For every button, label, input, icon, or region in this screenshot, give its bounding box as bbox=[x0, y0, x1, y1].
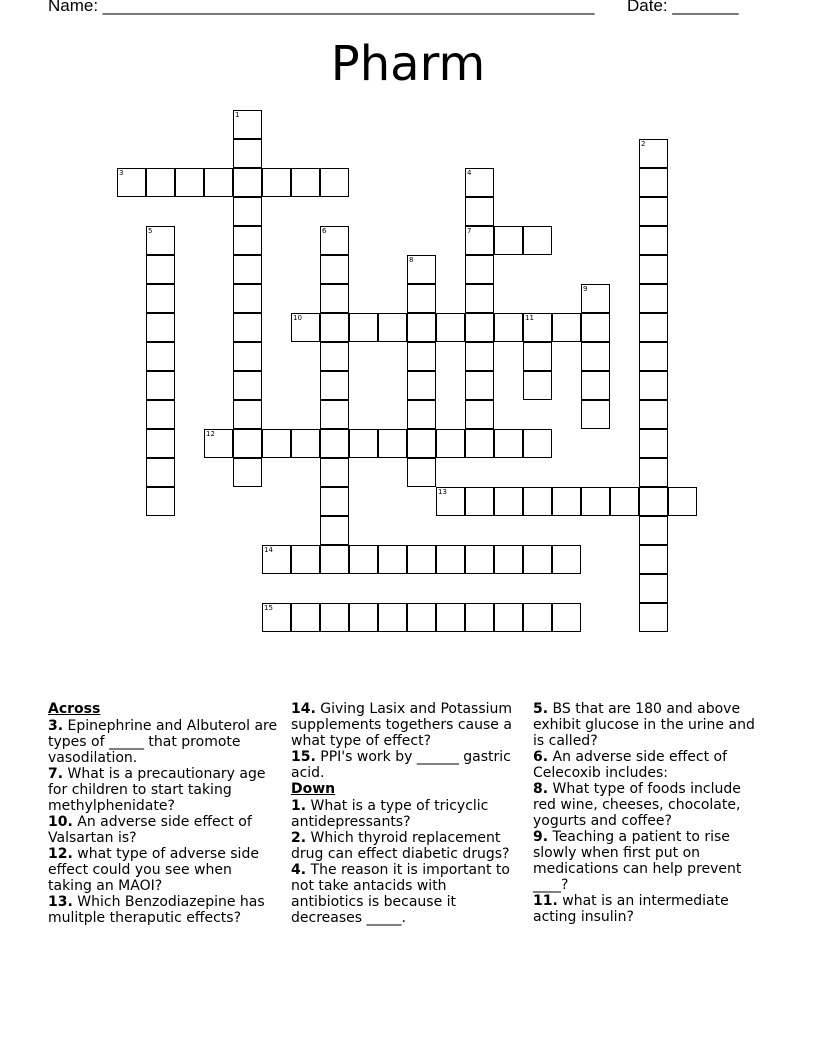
grid-cell[interactable] bbox=[465, 545, 494, 574]
puzzle-title: Pharm bbox=[330, 36, 486, 92]
grid-cell[interactable] bbox=[465, 603, 494, 632]
grid-cell[interactable] bbox=[436, 603, 465, 632]
grid-cell[interactable] bbox=[639, 545, 668, 574]
grid-cell[interactable] bbox=[378, 545, 407, 574]
grid-cell[interactable] bbox=[146, 342, 175, 371]
grid-cell[interactable] bbox=[146, 429, 175, 458]
grid-cell[interactable] bbox=[465, 487, 494, 516]
grid-cell[interactable] bbox=[494, 226, 523, 255]
grid-cell[interactable] bbox=[407, 255, 436, 284]
grid-cell[interactable] bbox=[639, 342, 668, 371]
grid-cell[interactable] bbox=[117, 168, 146, 197]
grid-cell[interactable] bbox=[639, 168, 668, 197]
grid-cell[interactable] bbox=[204, 429, 233, 458]
grid-cell[interactable] bbox=[349, 429, 378, 458]
grid-cell[interactable] bbox=[465, 226, 494, 255]
grid-cell[interactable] bbox=[233, 458, 262, 487]
grid-cell[interactable] bbox=[436, 313, 465, 342]
grid-cell[interactable] bbox=[581, 284, 610, 313]
across-heading: Across bbox=[48, 701, 101, 717]
clue-down-9: 9. Teaching a patient to rise slowly when first put on medications can help prevent ____? bbox=[533, 829, 742, 893]
grid-cell[interactable] bbox=[639, 574, 668, 603]
grid-cell[interactable] bbox=[349, 603, 378, 632]
grid-cell[interactable] bbox=[378, 429, 407, 458]
grid-cell[interactable] bbox=[465, 313, 494, 342]
grid-cell[interactable] bbox=[639, 226, 668, 255]
grid-cell[interactable] bbox=[146, 371, 175, 400]
grid-cell[interactable] bbox=[233, 110, 262, 139]
clues-column-1 bbox=[48, 701, 280, 926]
grid-cell[interactable] bbox=[552, 487, 581, 516]
grid-cell[interactable] bbox=[494, 487, 523, 516]
grid-cell[interactable] bbox=[639, 197, 668, 226]
grid-cell[interactable] bbox=[552, 313, 581, 342]
grid-cell[interactable] bbox=[146, 255, 175, 284]
grid-cell[interactable] bbox=[494, 603, 523, 632]
grid-cell[interactable] bbox=[320, 487, 349, 516]
grid-cell[interactable] bbox=[465, 371, 494, 400]
grid-cell[interactable] bbox=[523, 313, 552, 342]
grid-cell[interactable] bbox=[523, 371, 552, 400]
grid-cell[interactable] bbox=[407, 313, 436, 342]
grid-cell[interactable] bbox=[436, 545, 465, 574]
grid-cell[interactable] bbox=[465, 400, 494, 429]
clue-number-label: 12 bbox=[206, 430, 215, 438]
grid-cell[interactable] bbox=[639, 255, 668, 284]
grid-cell[interactable] bbox=[407, 371, 436, 400]
grid-cell[interactable] bbox=[465, 284, 494, 313]
clue-down-4: 4. The reason it is important to not take antacids with antibiotics is because it decreases _____. bbox=[291, 862, 510, 926]
grid-cell[interactable] bbox=[436, 487, 465, 516]
grid-cell[interactable] bbox=[407, 284, 436, 313]
grid-cell[interactable] bbox=[639, 371, 668, 400]
name-field[interactable]: Name: ____________________________________________________ bbox=[48, 0, 595, 15]
grid-cell[interactable] bbox=[146, 458, 175, 487]
clue-down-8: 8. What type of foods include red wine, cheeses, chocolate, yogurts and coffee? bbox=[533, 781, 741, 829]
grid-cell[interactable] bbox=[523, 545, 552, 574]
clue-down-5: 5. BS that are 180 and above exhibit glucose in the urine and is called? bbox=[533, 701, 755, 749]
grid-cell[interactable] bbox=[320, 429, 349, 458]
grid-cell[interactable] bbox=[552, 603, 581, 632]
grid-cell[interactable] bbox=[465, 429, 494, 458]
grid-cell[interactable] bbox=[320, 400, 349, 429]
grid-cell[interactable] bbox=[407, 603, 436, 632]
grid-cell[interactable] bbox=[262, 168, 291, 197]
grid-cell[interactable] bbox=[407, 429, 436, 458]
grid-cell[interactable] bbox=[262, 429, 291, 458]
grid-cell[interactable] bbox=[581, 342, 610, 371]
grid-cell[interactable] bbox=[407, 545, 436, 574]
clue-number-label: 7 bbox=[467, 227, 472, 235]
clue-number-label: 8 bbox=[409, 256, 414, 264]
grid-cell[interactable] bbox=[146, 168, 175, 197]
clue-number-label: 6 bbox=[322, 227, 327, 235]
grid-cell[interactable] bbox=[610, 487, 639, 516]
grid-cell[interactable] bbox=[291, 603, 320, 632]
date-field[interactable]: Date: _______ bbox=[627, 0, 739, 15]
grid-cell[interactable] bbox=[465, 197, 494, 226]
grid-cell[interactable] bbox=[639, 284, 668, 313]
grid-cell[interactable] bbox=[639, 458, 668, 487]
grid-cell[interactable] bbox=[233, 342, 262, 371]
grid-cell[interactable] bbox=[146, 400, 175, 429]
clue-number-label: 1 bbox=[235, 111, 240, 119]
grid-cell[interactable] bbox=[523, 603, 552, 632]
clue-across-15: 15. PPI's work by ______ gastric acid. bbox=[291, 749, 511, 781]
clue-number-label: 11 bbox=[525, 314, 534, 322]
grid-cell[interactable] bbox=[494, 545, 523, 574]
grid-cell[interactable] bbox=[320, 284, 349, 313]
grid-cell[interactable] bbox=[291, 313, 320, 342]
grid-cell[interactable] bbox=[407, 458, 436, 487]
grid-cell[interactable] bbox=[146, 313, 175, 342]
grid-cell[interactable] bbox=[494, 429, 523, 458]
clue-number-label: 14 bbox=[264, 546, 273, 554]
clue-across-12: 12. what type of adverse side effect could you see when taking an MAOI? bbox=[48, 846, 259, 894]
grid-cell[interactable] bbox=[233, 371, 262, 400]
grid-cell[interactable] bbox=[581, 487, 610, 516]
grid-cell[interactable] bbox=[668, 487, 697, 516]
grid-cell[interactable] bbox=[291, 429, 320, 458]
grid-cell[interactable] bbox=[494, 313, 523, 342]
grid-cell[interactable] bbox=[523, 226, 552, 255]
grid-cell[interactable] bbox=[233, 429, 262, 458]
down-heading: Down bbox=[291, 781, 336, 797]
grid-cell[interactable] bbox=[320, 458, 349, 487]
clue-down-1: 1. What is a type of tricyclic antidepressants? bbox=[291, 798, 489, 830]
clue-down-6: 6. An adverse side effect of Celecoxib includes: bbox=[533, 749, 728, 781]
grid-cell[interactable] bbox=[581, 400, 610, 429]
grid-cell[interactable] bbox=[639, 516, 668, 545]
grid-cell[interactable] bbox=[407, 342, 436, 371]
grid-cell[interactable] bbox=[320, 226, 349, 255]
clue-number-label: 9 bbox=[583, 285, 588, 293]
grid-cell[interactable] bbox=[233, 226, 262, 255]
grid-cell[interactable] bbox=[320, 255, 349, 284]
clue-number-label: 13 bbox=[438, 488, 447, 496]
clue-number-label: 4 bbox=[467, 169, 472, 177]
grid-cell[interactable] bbox=[639, 139, 668, 168]
grid-cell[interactable] bbox=[233, 284, 262, 313]
clue-down-2: 2. Which thyroid replacement drug can effect diabetic drugs? bbox=[291, 830, 510, 862]
grid-cell[interactable] bbox=[233, 400, 262, 429]
grid-cell[interactable] bbox=[639, 429, 668, 458]
grid-cell[interactable] bbox=[262, 545, 291, 574]
grid-cell[interactable] bbox=[204, 168, 233, 197]
grid-cell[interactable] bbox=[465, 168, 494, 197]
grid-cell[interactable] bbox=[349, 545, 378, 574]
grid-cell[interactable] bbox=[639, 603, 668, 632]
grid-cell[interactable] bbox=[233, 255, 262, 284]
grid-cell[interactable] bbox=[407, 400, 436, 429]
grid-cell[interactable] bbox=[639, 400, 668, 429]
clues-column-3 bbox=[533, 701, 765, 925]
grid-cell[interactable] bbox=[320, 371, 349, 400]
grid-cell[interactable] bbox=[581, 313, 610, 342]
clue-number-label: 2 bbox=[641, 140, 646, 148]
grid-cell[interactable] bbox=[523, 342, 552, 371]
grid-cell[interactable] bbox=[233, 313, 262, 342]
grid-cell[interactable] bbox=[320, 342, 349, 371]
grid-cell[interactable] bbox=[465, 255, 494, 284]
grid-cell[interactable] bbox=[233, 139, 262, 168]
grid-cell[interactable] bbox=[581, 371, 610, 400]
grid-cell[interactable] bbox=[320, 516, 349, 545]
grid-cell[interactable] bbox=[465, 342, 494, 371]
clue-across-10: 10. An adverse side effect of Valsartan is? bbox=[48, 814, 252, 846]
clue-number-label: 10 bbox=[293, 314, 302, 322]
clue-across-3: 3. Epinephrine and Albuterol are types of _____ that promote vasodilation. bbox=[48, 718, 278, 766]
grid-cell[interactable] bbox=[175, 168, 204, 197]
grid-cell[interactable] bbox=[320, 603, 349, 632]
grid-cell[interactable] bbox=[262, 603, 291, 632]
grid-cell[interactable] bbox=[523, 429, 552, 458]
grid-cell[interactable] bbox=[639, 487, 668, 516]
grid-cell[interactable] bbox=[291, 545, 320, 574]
grid-cell[interactable] bbox=[378, 313, 407, 342]
clue-number-label: 15 bbox=[264, 604, 273, 612]
grid-cell[interactable] bbox=[320, 168, 349, 197]
clue-number-label: 3 bbox=[119, 169, 124, 177]
clue-across-7: 7. What is a precautionary age for children to start taking methylphenidate? bbox=[48, 766, 266, 814]
grid-cell[interactable] bbox=[639, 313, 668, 342]
grid-cell[interactable] bbox=[552, 545, 581, 574]
clue-across-14: 14. Giving Lasix and Potassium supplements togethers cause a what type of effect? bbox=[291, 701, 513, 749]
grid-cell[interactable] bbox=[436, 429, 465, 458]
clue-number-label: 5 bbox=[148, 227, 153, 235]
grid-cell[interactable] bbox=[146, 284, 175, 313]
grid-cell[interactable] bbox=[146, 226, 175, 255]
grid-cell[interactable] bbox=[320, 313, 349, 342]
grid-cell[interactable] bbox=[291, 168, 320, 197]
clue-down-11: 11. what is an intermediate acting insulin? bbox=[533, 893, 729, 925]
grid-cell[interactable] bbox=[349, 313, 378, 342]
grid-cell[interactable] bbox=[523, 487, 552, 516]
grid-cell[interactable] bbox=[233, 168, 262, 197]
clue-across-13: 13. Which Benzodiazepine has mulitple theraputic effects? bbox=[48, 894, 265, 926]
clues-column-2 bbox=[291, 701, 523, 926]
grid-cell[interactable] bbox=[146, 487, 175, 516]
grid-cell[interactable] bbox=[378, 603, 407, 632]
grid-cell[interactable] bbox=[320, 545, 349, 574]
grid-cell[interactable] bbox=[233, 197, 262, 226]
